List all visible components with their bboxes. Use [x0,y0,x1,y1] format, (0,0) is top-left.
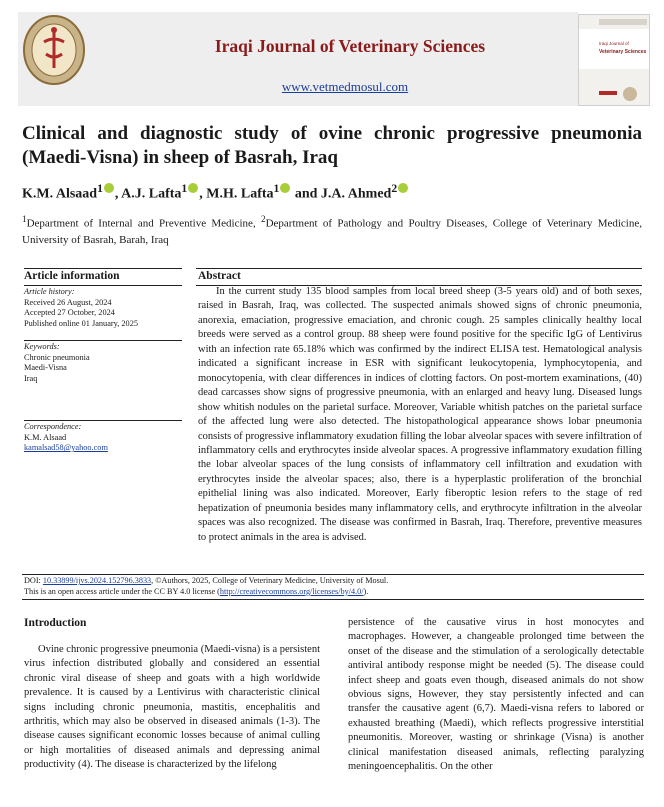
author-affiliation-mark: 1 [181,182,188,195]
orcid-icon[interactable] [398,183,408,193]
author-name: K.M. Alsaad [22,186,98,202]
received-date: Received 26 August, 2024 [24,297,112,307]
cover-line-2: Veterinary Sciences [599,49,647,55]
affiliation-number: 2 [261,214,266,224]
correspondence-block [24,422,184,454]
article-history [24,287,184,329]
author-affiliation-mark: 2 [391,182,398,195]
affiliation-text: Department of Pathology and Poultry Diseases, College of Veterinary Medicine, University of Basrah, Barah, Iraq [22,217,642,246]
author-separator: and [291,186,321,202]
divider [22,574,644,575]
introduction-right-column [348,616,644,774]
divider [24,285,182,286]
author-list [22,182,642,203]
keyword: Maedi-Visna [24,363,67,373]
orcid-icon[interactable] [188,183,198,193]
abstract-body [198,285,642,545]
correspondent-email-link[interactable]: kamalsad58@yahoo.com [24,443,108,453]
license-link[interactable]: http://creativecommons.org/licenses/by/4.0/ [219,586,364,596]
article-history-label: Article history: [24,287,75,296]
cover-line-1: Iraqi Journal of [599,41,629,46]
correspondent-name: K.M. Alsaad [24,432,67,442]
introduction-paragraph: Ovine chronic progressive pneumonia (Maedi-visna) is a persistent virus infection distributed globally and considered an essential chronic viral disease of sheep and goats with a high worldwide prevalence. It is caused by a Lentivirus with characteristic clinical signs including chronic pneumonia, mastitis, encephalitis and arthritis, which may also be observed in diseased animals (1-3). The disease causes significant economic losses because of animal culling or high mortalities of diseased animals and depressing animal productivity (4). The disease is characterized by the lifelong [24,644,320,771]
published-date: Published online 01 January, 2025 [24,318,138,328]
license-suffix: ). [363,586,369,596]
doi-license-block [24,576,644,597]
article-info-heading: Article information [24,270,120,282]
introduction-left-column [24,643,320,773]
divider [22,599,644,600]
keywords-block [24,342,184,384]
keyword: Chronic pneumonia [24,352,90,362]
affiliations [22,211,642,248]
divider [24,268,182,269]
accepted-date: Accepted 27 October, 2024 [24,308,115,318]
author-name: A.J. Lafta [121,186,182,202]
correspondence-label: Correspondence: [24,422,82,431]
college-logo-icon [22,14,86,86]
affiliation-number: 1 [22,214,27,224]
license-text: This is an open access article under the CC BY 4.0 license ( [24,586,220,596]
author-separator: , [114,186,122,202]
affiliation-text: Department of Internal and Preventive Medicine, [26,217,262,230]
introduction-paragraph-continued: persistence of the causative virus in host monocytes and macrophages. However, a changeable prolonged time between the onset of the disease and the stimulation of a serologically detectable antiviral antibody response might be needed (5). The disease could infect sheep and goats even though, diseased animals do not show obvious signs, However, they stay persistently infected and can transfer the causative agent (6,7). Maedi-visna refers to labored or exhausted breathing (Maedi), which reflects progressive interstitial pneumonitis. Moreover, wasting or shrinkage (Visna) is another clinical manifestation diseased animals, reflecting paralyzing meningoencephalitis. On the other [348,617,644,773]
author-affiliation-mark: 1 [273,182,280,195]
paper-title: Clinical and diagnostic study of ovine chronic progressive pneumonia (Maedi-Visna) in sheep of Basrah, Iraq [22,123,642,168]
divider [196,268,642,269]
journal-title: Iraqi Journal of Veterinary Sciences [214,36,486,56]
author-affiliation-mark: 1 [97,182,103,195]
author-name: M.H. Lafta [206,186,274,202]
keyword: Iraq [24,373,38,383]
introduction-heading: Introduction [24,617,87,629]
orcid-icon[interactable] [104,183,114,193]
keywords-label: Keywords: [24,342,60,351]
divider [24,420,182,421]
author-name: J.A. Ahmed [320,186,392,202]
copyright-text: , ©Authors, 2025, College of Veterinary Medicine, University of Mosul. [151,576,389,585]
doi-prefix: DOI: [24,576,43,585]
abstract-heading: Abstract [198,270,241,282]
author-separator: , [199,186,207,202]
orcid-icon[interactable] [280,183,290,193]
journal-cover-thumbnail [578,14,650,106]
abstract-text: In the current study 135 blood samples from local breed sheep (3-5 years old) and of both sexes, raised in Basrah, Iraq, was collected. The suspected animals showed signs of chronic pneumonia, anorexia, emaciation, progressive emaciation, and chronic cough. 25 samples clinically healthy local breeds were served as a control group. 88 sheep were found positive for the specific IgG of Lentivirus with an infection rate 65.18% which was confirmed by the indirect ELISA test. Hematological analysis indicated a significant increase in ESR with significant leukocytopenia, lymphocytopenia, and monocytopenia, with clear differences in indices of clotting factors. On post-mortem examinations, (40) dead carcasses show signs of progressive pneumonia, with an enlarged and heavy lung. Diseased lungs show whitish nodules on the parietal surface. Moreover, Variable whitish patches on the parietal surface of the affected lung were also detected. The histopathological appearance shows lobar pneumonia consists of progressive inflammatory exudation filling the lobar alveolar spaces with severe infiltration of inflammatory cells and erythrocytes inside alveolar spaces. A progressive inflammatory exudation filling the lobar alveolar spaces of the lung consists of inflammatory cell infiltration and exudation with erythrocytes inside the alveolar spaces; also, there is a hyperplastic proliferation of the bronchial epithelial lining was also indicated. Moreover, Early fiberoptic lesion refers to the stage of red hepatization of pneumonia besides many inflammatory cells, and erythrocyte infiltration in the alveolar spaces was also recognized. The disease was confirmed in Basrah, Iraq. Therefore, preventive measures to protect animals in the area is advised. [198,286,642,543]
divider [24,340,182,341]
journal-url-link[interactable]: www.vetmedmosul.com [281,79,409,94]
doi-link[interactable]: 10.33899/ijvs.2024.152796.3833 [42,576,152,585]
